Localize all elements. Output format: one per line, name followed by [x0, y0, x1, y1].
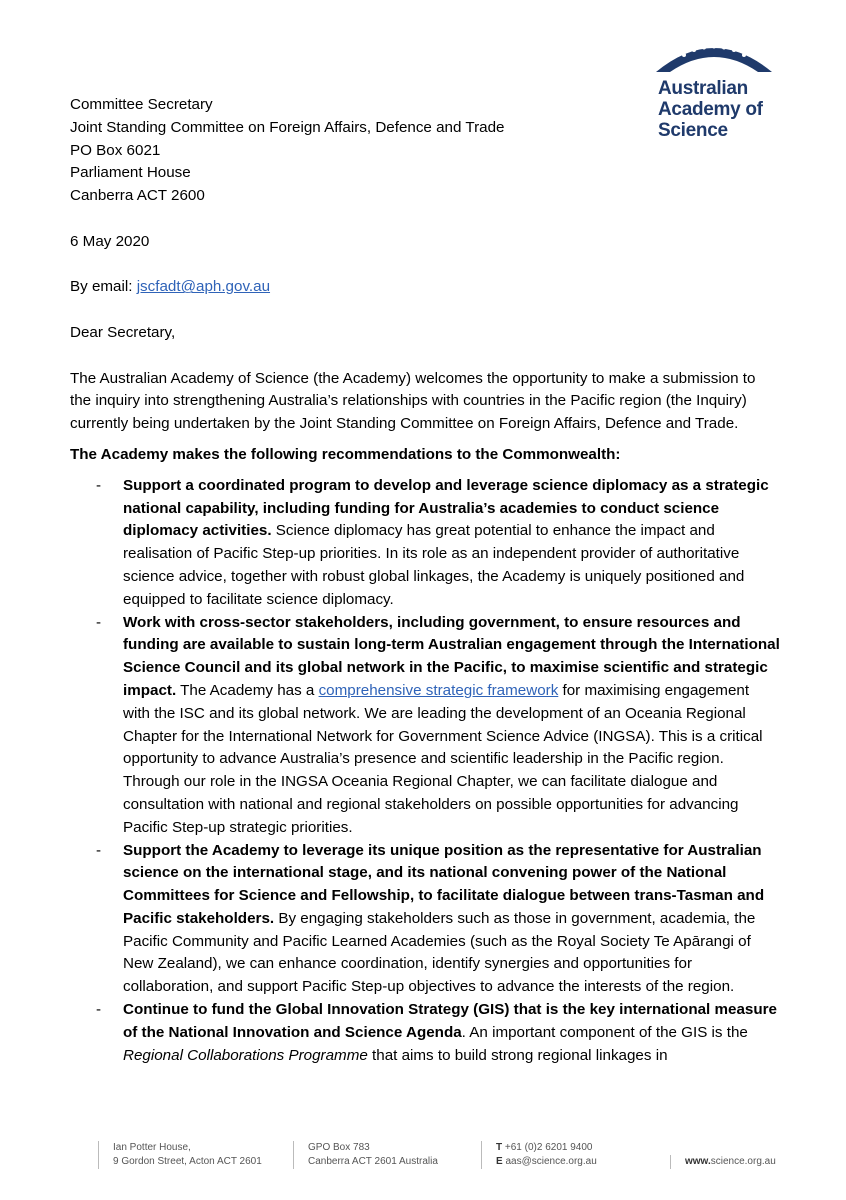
- page-footer: [0, 1138, 846, 1178]
- recommendation-bold: Work with cross-sector stakeholders, including government, to ensure resources and funding are available to sustain long-term Australian engagement through the International Science Council and its global network in the Pacific, to maximise scientific and strategic impact.: [123, 613, 780, 699]
- address-line: Committee Secretary: [70, 96, 213, 113]
- logo-text-line3: Science: [658, 120, 728, 141]
- recommendation-italic: Regional Collaborations Programme: [123, 1046, 368, 1064]
- recipient-address: [70, 94, 780, 208]
- footer-postal-address: [293, 1141, 438, 1169]
- footer-website[interactable]: [670, 1155, 776, 1169]
- list-dash: -: [96, 841, 102, 859]
- logo-text-line2: Academy of: [658, 99, 763, 120]
- footer-text: GPO Box 783: [308, 1142, 370, 1153]
- recommendation-text: The Academy has a: [176, 681, 319, 699]
- footer-contact: [481, 1141, 597, 1169]
- address-line: Canberra ACT 2600: [70, 187, 205, 205]
- recommendation-bold: Continue to fund the Global Innovation Strategy (GIS) that is the key international measure of the National Innovation and Science Agenda: [123, 1001, 777, 1041]
- list-item: [70, 612, 780, 840]
- footer-email: aas@science.org.au: [502, 1156, 597, 1167]
- recommendation-text: Science diplomacy has great potential to enhance the impact and realisation of Pacific Step-up priorities. In its role as an independent provider of authoritative science advice, together with robust global linkages, the Academy is uniquely positioned and equipped to facilitate science diplomacy.: [123, 522, 745, 608]
- recommendation-bold: Support a coordinated program to develop and leverage science diplomacy as a strategic national capability, including funding for Australia’s academies to conduct science diplomacy activities.: [123, 476, 769, 540]
- recommendations-list: [70, 475, 780, 1068]
- letter-date: 6 May 2020: [70, 232, 150, 250]
- footer-text: Ian Potter House,: [113, 1142, 191, 1153]
- footer-street-address: [98, 1141, 262, 1169]
- website-prefix: www.: [685, 1156, 711, 1167]
- email-line: [70, 276, 780, 299]
- recommendation-text: By engaging stakeholders such as those in government, academia, the Pacific Community and Pacific Learned Academies (such as the Royal Society Te Apārangi of New Zealand), we can enhance coordination, identify synergies and opportunities for collaboration, and support Pacific Step-up objectives to advance the interests of the region.: [123, 909, 756, 996]
- recommendations-heading-text: The Academy makes the following recommendations to the Commonwealth:: [70, 445, 621, 463]
- logo-text-line1: Australian: [658, 78, 748, 99]
- address-line: PO Box 6021: [70, 141, 161, 159]
- list-dash: -: [96, 613, 102, 631]
- list-item: [70, 840, 780, 1000]
- email-link[interactable]: jscfadt@aph.gov.au: [136, 278, 271, 296]
- list-dash: -: [96, 476, 102, 494]
- website-domain: science.org.au: [710, 1156, 776, 1167]
- email-prefix: By email:: [70, 278, 137, 296]
- letter-body: [70, 94, 780, 1067]
- strategic-framework-link[interactable]: comprehensive strategic framework: [318, 681, 559, 699]
- footer-text: Canberra ACT 2601 Australia: [308, 1156, 438, 1167]
- recommendation-text: for maximising engagement with the ISC and its global network. We are leading the development of an Oceania Regional Chapter for the International Network for Government Science Advice (INGSA). This is a critical opportunity to advance Australia’s presence and scientific leadership in the Pacific region. Through our role in the INGSA Oceania Regional Chapter, we can facilitate dialogue and consultation with national and regional stakeholders on possible opportunities for advancing Pacific Step-up strategic priorities.: [123, 681, 763, 836]
- intro-paragraph: The Australian Academy of Science (the Academy) welcomes the opportunity to make a submission to the inquiry into strengthening Australia’s relationships with countries in the Pacific region (the Inquiry) currently being undertaken by the Joint Standing Committee on Foreign Affairs, Defence and Trade.: [70, 369, 756, 433]
- email-label: E: [496, 1156, 503, 1167]
- phone-label: T: [496, 1142, 503, 1153]
- logo-arch-icon: [654, 38, 774, 78]
- recommendation-text: . An important component of the GIS is the: [461, 1023, 748, 1041]
- recommendation-bold: Support the Academy to leverage its unique position as the representative for Australian science on the international stage, and its national convening power of the National Committees for Science and Fellowship, to facilitate dialogue between trans-Tasman and Pacific stakeholders.: [123, 841, 765, 927]
- footer-phone: +61 (0)2 6201 9400: [502, 1142, 593, 1153]
- footer-text: 9 Gordon Street, Acton ACT 2601: [113, 1156, 262, 1167]
- list-item: [70, 999, 780, 1067]
- recommendation-text: that aims to build strong regional linkages in: [367, 1046, 668, 1064]
- address-line: Joint Standing Committee on Foreign Affairs, Defence and Trade: [70, 118, 505, 136]
- list-dash: -: [96, 1001, 102, 1019]
- salutation: Dear Secretary,: [70, 323, 176, 341]
- list-item: [70, 475, 780, 612]
- recommendations-heading: [70, 444, 780, 467]
- address-line: Parliament House: [70, 164, 191, 182]
